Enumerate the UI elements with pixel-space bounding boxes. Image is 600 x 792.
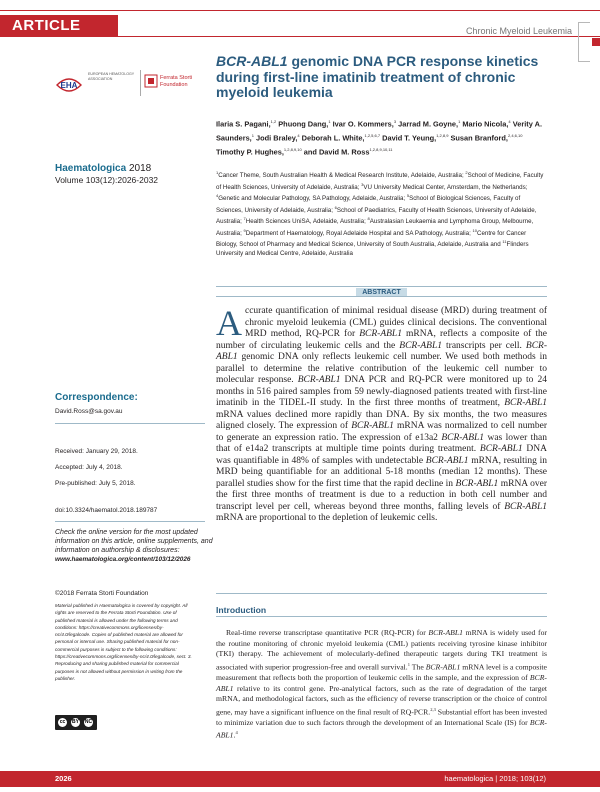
author-affil: 2,4,6,10 [507,133,523,139]
affiliation-number: 2 [465,170,468,175]
author: Ivar O. Kommers, [330,119,394,129]
author: Susan Branford, [448,133,508,143]
corner-bracket [578,22,590,62]
gene-name: BCR-ABL1 [399,340,443,351]
received-date: Received: January 29, 2018. [55,448,138,455]
page-number: 2026 [55,774,72,783]
cc-icon: cc [59,719,66,725]
logo-separator [140,70,141,96]
author: and David M. Ross [301,147,370,157]
gene-name: BCR-ABL1 [216,340,547,362]
gene-name: BCR-ABL1 [425,455,469,466]
author-affil: 4 [297,133,300,139]
affiliation: School of Paediatrics, Faculty of Health Sciences, University of Adelaide, Australia; [216,206,537,226]
author-affil: 1 [251,133,254,139]
affiliation-number: 6 [334,204,337,210]
author: Timothy P. Hughes, [216,147,284,157]
eha-logo-text: EUROPEAN HEMATOLOGY ASSOCIATION [88,72,135,81]
intro-text: mRNA level is a composite measurement that reflects both the proportion of leukemic cells in the sample, and the expression of [216,662,547,682]
affiliation: School of Biological Sciences, Faculty of Sciences, University of Adelaide, Australia; [216,195,521,214]
author: Mario Nicola, [460,119,509,129]
citation-ref[interactable]: 4 [235,730,238,736]
gene-name: BCR-ABL1 [359,329,402,339]
eha-logo-icon [55,75,83,95]
intro-text: relative to its control gene. Pre-analytical factors, such as the rate of degradation of the target mRNA, and methodological factors, such as the efficiency of reverse transcription or the choice of control gene, may have a significant influence on the final result of RQ-PCR. [216,683,547,717]
gene-name: BCR-ABL1 [504,501,547,512]
gene-name: BCR-ABL1 [504,398,547,408]
abstract-text: transcripts per cell. [442,340,526,351]
author: Phuong Dang, [276,119,329,129]
affiliation: Genetic and Molecular Pathology, SA Pathology, Adelaide, Australia; [218,195,407,203]
author-list [216,116,546,158]
author-affil: 1,2 [270,119,277,124]
gene-name: BCR-ABL1 [441,432,485,443]
affiliation-number: 7 [243,216,246,222]
title-rest: genomic DNA PCR response kinetics during first-line imatinib treatment of chronic myeloid leukemia [216,53,539,100]
doi[interactable]: doi:10.3324/haematol.2018.189787 [55,507,158,514]
nc-icon: NC [84,719,93,725]
affiliation: Australasian Leukaemia and Lymphoma Group, Melbourne, Australia; [216,218,534,237]
affiliation-number: 11 [502,239,507,245]
author: Jarrad M. Goyne, [396,119,459,129]
abstract-rule-bottom [216,593,547,594]
author-affil: 1 [328,119,331,124]
abstract-text: was lower than that of e14a2 transcripts at multiple time points during treatment. [216,432,548,454]
author: Deborah L. White, [299,133,365,143]
online-version-link[interactable]: www.haematologica.org/content/103/12/2026 [55,556,191,563]
affiliation: Department of Haematology, Royal Adelaide Hospital and SA Pathology, Australia; [245,229,473,237]
affiliation-number: 9 [243,227,246,233]
abstract-text: mRNA was normalized to cell number to generate an expression ratio. The expression of e13a2 [216,421,547,443]
affiliation: Centre for Cancer Biology, School of Pharmacy and Medical Science, University of South Australia, Adelaide, Australia and [216,229,527,249]
sidebar-divider [55,423,205,424]
affiliation-number: 8 [367,216,370,222]
ferrata-storti-logo-text: Ferrata Storti Foundation [160,75,193,88]
author-affil: 1,2,5,6,7 [364,133,381,139]
abstract-text: DNA PCR and RQ-PCR were monitored up to 24 months in 516 paired samples from 59 newly-diagnosed patients treated with first-line imatinib in the TIDEL-II study. In the first three months of treatment, [216,375,547,408]
abstract-body [216,303,548,525]
abstract-text: mRNA values declined more rapidly than DNA. By six months, the two measures aligned closely. The expression of [216,409,547,431]
accepted-date: Accepted: July 4, 2018. [55,464,123,471]
affiliation: Health Sciences UniSA, Adelaide, Australia; [245,218,368,226]
introduction-heading: Introduction [216,605,267,615]
abstract-rule [216,296,547,297]
abstract-text: mRNA, reflects a composite of the number of circulating leukemic cells and the [216,329,547,351]
article-title [216,54,546,101]
abstract-text: genomic DNA only reflects leukemic cell number. We used both methods in parallel to determine the relative contribution of the leukemic cell number to molecular response. [216,352,547,385]
affiliation: School of Medicine, Faculty of Health Sciences, University of Adelaide, Australia; [216,172,544,191]
author-affil: 4 [508,119,511,124]
author-affil: 3 [393,119,397,124]
abstract-label [216,289,547,296]
affiliation-number: 4 [216,193,219,199]
author: Jodi Braley, [253,133,298,143]
abstract-text: mRNA, resulting in MRD being quantifiable for an additional 5-18 months (median 12 months). These parallel studies show for the first time that the rapid decline in [216,455,547,489]
abstract-text: mRNA are proportional to the depletion of leukemic cells. [216,513,438,523]
header-rule [118,36,600,37]
author-affil: 1 [458,119,461,124]
article-type-tab: ARTICLE [0,15,118,37]
author-affil: 1,2,8,9 [436,133,449,139]
intro-text: The [409,662,426,672]
affiliations [216,169,546,258]
journal-name: Haematologica [55,163,127,174]
abstract-text: ccurate quantification of minimal residual disease (MRD) during treatment of chronic myeloid leukemia (CML) guides clinical decisions. The conventional MRD method, RQ-PCR for [245,306,547,339]
journal-year: 2018 [129,163,152,174]
abstract-label-text: ABSTRACT [356,288,407,297]
footer-citation: haematologica | 2018; 103(12) [444,774,546,783]
ferrata-storti-logo-icon [144,74,158,88]
author: David T. Yeung, [380,133,437,143]
gene-name: BCR-ABL1 [428,628,463,637]
corner-marker [592,38,600,46]
intro-text: Substantial effort has been invested to minimize variation due to such factors through the development of an International Scale (IS) for [216,707,547,727]
svg-text:EHA: EHA [60,81,78,90]
gene-name: BCR-ABL1 [216,672,547,693]
author-affil: 1,2,8,9,10,11 [369,147,393,153]
sidebar-divider [55,521,205,522]
gene-name: BCR-ABL1 [297,375,341,385]
online-version-note: Check the online version for the most updated information on this article, online supplements, and information on authorship & disclosures: [55,529,213,554]
gene-name: BCR-ABL1 [425,662,461,672]
gene-name: BCR-ABL1 [216,717,547,741]
citation-ref[interactable]: 2,3 [430,706,436,712]
intro-text: Real-time reverse transcriptase quantitative PCR (RQ-PCR) for [226,628,429,637]
author: Verity A. Saunders, [216,119,542,143]
gene-name: BCR-ABL1 [455,478,499,489]
prepublished-date: Pre-published: July 5, 2018. [55,480,136,487]
abstract-rule-top [216,286,547,287]
introduction-rule [216,616,547,617]
affiliation-number: 5 [406,193,410,199]
copyright-terms: Material published in Haematologica is covered by copyright. All rights are reserved to the Ferrata Storti Foundation. Use of published material is allowed under the following terms and conditions: https://creativecommons.org/licenses/by-nc/4.0/legalcode. Copies of published material are allowed for personal or internal use. Sharing published material for non-commercial purposes is subject to the following conditions: https://creativecommons.org/licenses/by-nc/4.0/legalcode, sect. 3. Reproducing and sharing published material for commercial purposes is not allowed without permission in writing from the publisher. [55,603,192,681]
abstract-text: DNA was quantifiable in 48% of samples with undetectable [216,444,548,466]
author: Ilaria S. Pagani, [216,119,271,129]
intro-text: mRNA is widely used for the routine monitoring of chronic myeloid leukemia (CML) patients receiving tyrosine kinase inhibitor (TKI) therapy. The achievement of molecularly-defined therapeutic targets during TKI treatment is associated with superior progression-free and overall survival. [216,628,547,672]
drop-cap: A [216,303,242,343]
affiliation-number: 10 [472,227,477,233]
affiliation: Flinders University and Medical Centre, Adelaide, Australia [216,241,529,257]
title-gene: BCR-ABL1 [216,53,288,69]
gene-name: BCR-ABL1 [479,444,523,454]
affiliation-number: 3 [361,181,364,187]
citation-ref[interactable]: 1 [407,661,410,667]
affiliation-number: 1 [216,170,219,175]
affiliation: VU University Medical Center, Amsterdam, the Netherlands; [363,183,528,191]
journal-volume: Volume 103(12):2026-2032 [55,175,159,185]
intro-text: . [233,731,236,741]
introduction-body [216,628,547,742]
copyright-line: ©2018 Ferrata Storti Foundation [55,590,149,597]
top-rule [0,10,600,11]
by-icon: BY [72,719,79,725]
affiliation: Cancer Theme, South Australian Health & Medical Research Institute, Adelaide, Australia; [218,172,466,180]
section-name: Chronic Myeloid Leukemia [465,26,572,36]
correspondence-email[interactable]: David.Ross@sa.gov.au [55,408,123,415]
author-affil: 1,2,8,9,10 [283,147,302,153]
abstract-text: mRNA over the first three months of treatment is due to a reduction in both cell number and transcript level per cell, whereas beyond three months, falling levels of [216,478,547,512]
creative-commons-badge[interactable] [55,715,97,730]
gene-name: BCR-ABL1 [351,421,394,431]
correspondence-heading: Correspondence: [55,392,138,403]
